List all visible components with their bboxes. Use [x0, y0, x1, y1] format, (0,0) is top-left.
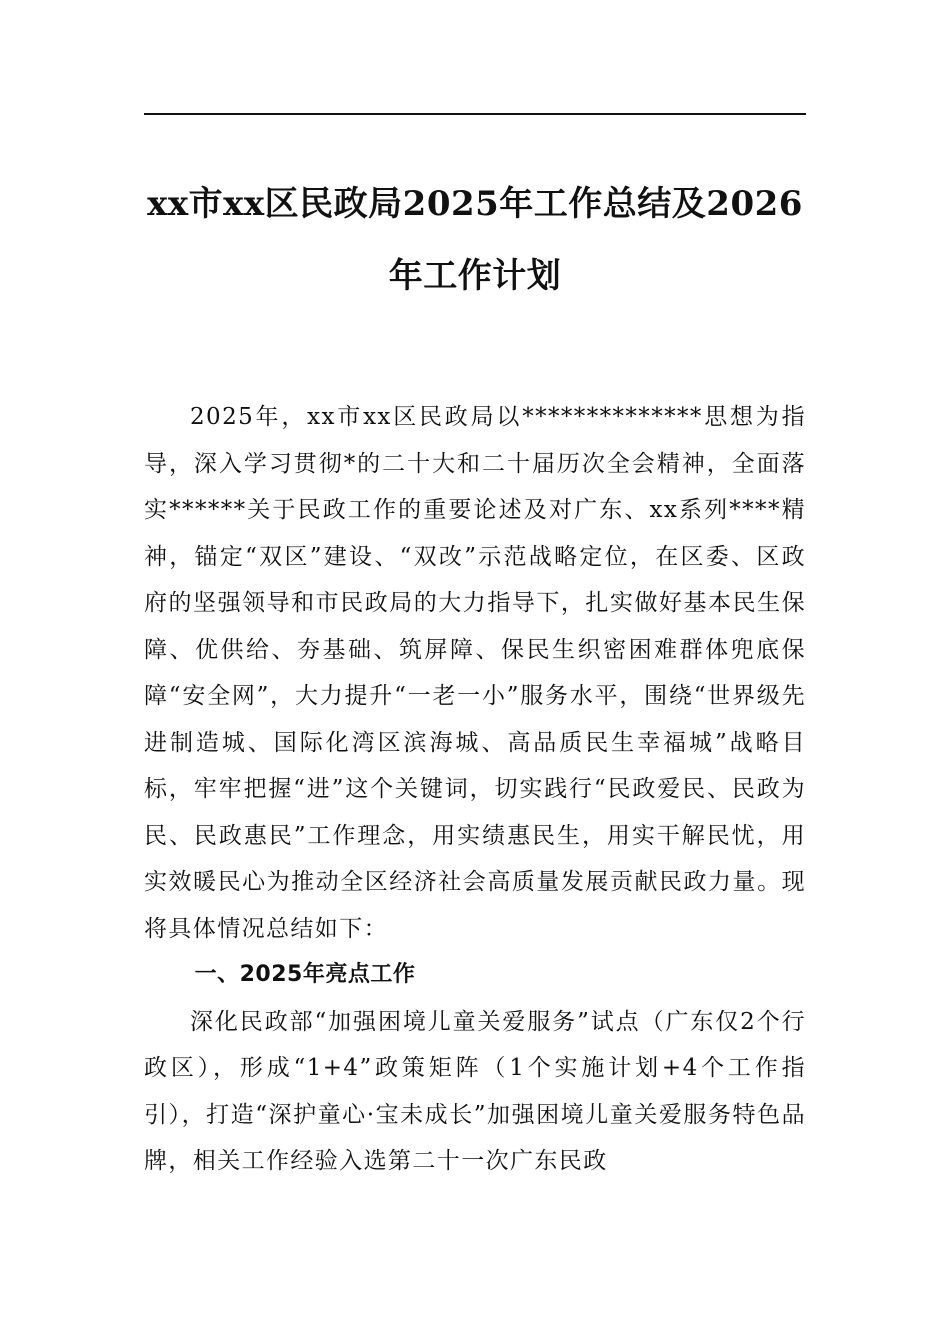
intro-paragraph: 2025年，xx市xx区民政局以**************思想为指导，深入学习贯彻*的二十大和二十届历次全会精神，全面落实******关于民政工作的重要论述及对广东、xx系列****精神，锚定“双区”建设、“双改”示范战略定位，在区委、区政府的坚强领导和市民政局的大力指导下，扎实做好基本民生保障、优供给、夯基础、筑屏障、保民生织密困难群体兜底保障“安全网”，大力提升“一老一小”服务水平，围绕“世界级先进制造城、国际化湾区滨海城、高品质民生幸福城”战略目标，牢牢把握“进”这个关键词，切实践行“民政爱民、民政为民、民政惠民”工作理念，用实绩惠民生，用实干解民忧，用实效暖民心为推动全区经济社会高质量发展贡献民政力量。现将具体情况总结如下：	[144, 404, 806, 942]
document-title: xx市xx区民政局2025年工作总结及2026年工作计划	[147, 184, 803, 296]
section-paragraph: 深化民政部“加强困境儿童关爱服务”试点（广东仅2个行政区），形成“1+4”政策矩阵（1个实施计划+4个工作指引），打造“深护童心·宝未成长”加强困境儿童关爱服务特色品牌，相关工作经验入选第二十一次广东民政	[144, 1008, 806, 1174]
section-heading: 一、2025年亮点工作	[194, 962, 416, 987]
header-rule	[144, 113, 806, 115]
document-body	[144, 394, 806, 1185]
